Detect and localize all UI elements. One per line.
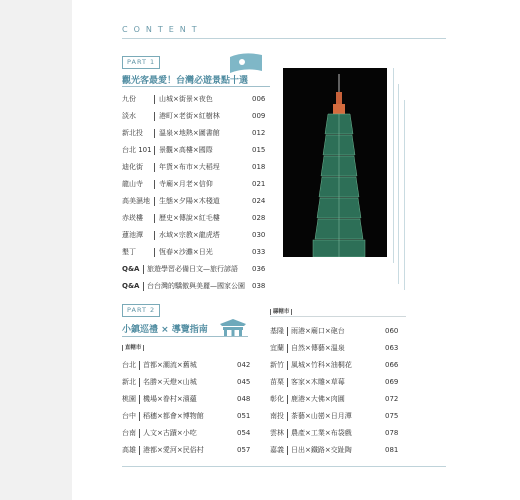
decor-line bbox=[404, 100, 405, 290]
toc-description: 生態×夕陽×木棧道 bbox=[159, 197, 220, 205]
toc-separator bbox=[287, 395, 288, 404]
toc-page-number: 042 bbox=[237, 361, 251, 369]
toc-description: 港都×愛河×民俗村 bbox=[143, 446, 204, 454]
toc-name: 台南 bbox=[122, 429, 136, 437]
toc-separator bbox=[139, 361, 140, 370]
toc-page-number: 081 bbox=[385, 446, 399, 454]
toc-page-number: 012 bbox=[252, 129, 266, 137]
toc-separator bbox=[143, 265, 144, 274]
toc-name: 基隆 bbox=[270, 327, 284, 335]
toc-separator bbox=[139, 378, 140, 387]
toc-description: 港町×老街×紅樹林 bbox=[159, 112, 220, 120]
toc-name: 蓮池潭 bbox=[122, 231, 143, 239]
toc-page-number: 066 bbox=[385, 361, 399, 369]
toc-name: 新竹 bbox=[270, 361, 284, 369]
toc-description: 台台灣的驕傲與美麗—國家公園 bbox=[147, 282, 245, 290]
toc-description: 客家×木雕×草莓 bbox=[291, 378, 345, 386]
toc-separator bbox=[154, 197, 155, 206]
toc-description: 風城×竹科×油桐花 bbox=[291, 361, 352, 369]
part1-tag: PART 1 bbox=[122, 56, 160, 69]
toc-page-number: 078 bbox=[385, 429, 399, 437]
top-divider bbox=[122, 38, 446, 39]
toc-page-number: 024 bbox=[252, 197, 266, 205]
toc-name: 台北 bbox=[122, 361, 136, 369]
toc-separator bbox=[154, 214, 155, 223]
toc-separator bbox=[139, 429, 140, 438]
toc-name: 新北投 bbox=[122, 129, 143, 137]
toc-page-number: 063 bbox=[385, 344, 399, 352]
bottom-divider bbox=[122, 466, 446, 467]
toc-description: 人文×古蹟×小吃 bbox=[143, 429, 197, 437]
toc-name: 嘉義 bbox=[270, 446, 284, 454]
toc-description: 鹿港×大佛×肉圓 bbox=[291, 395, 345, 403]
toc-description: 首都×潮流×舊城 bbox=[143, 361, 197, 369]
toc-description: 農產×工業×布袋戲 bbox=[291, 429, 352, 437]
toc-separator bbox=[287, 361, 288, 370]
toc-page-number: 038 bbox=[252, 282, 266, 290]
toc-description: 景觀×高樓×國際 bbox=[159, 146, 213, 154]
part2-tag: PART 2 bbox=[122, 304, 160, 317]
toc-separator bbox=[154, 248, 155, 257]
toc-name: 新北 bbox=[122, 378, 136, 386]
toc-separator bbox=[139, 446, 140, 455]
toc-separator bbox=[139, 412, 140, 421]
toc-description: 旅遊學習必備日文—旅行諺語 bbox=[147, 265, 238, 273]
part1-title-rule bbox=[122, 86, 270, 87]
toc-separator bbox=[154, 163, 155, 172]
decor-line bbox=[393, 68, 394, 263]
toc-separator bbox=[154, 231, 155, 240]
toc-page-number: 048 bbox=[237, 395, 251, 403]
qa-label: Q&A bbox=[122, 265, 140, 273]
toc-page-number: 036 bbox=[252, 265, 266, 273]
toc-description: 稻穗×都會×博物館 bbox=[143, 412, 204, 420]
toc-description: 溫泉×地熱×圖書館 bbox=[159, 129, 220, 137]
toc-description: 恆春×沙灘×日光 bbox=[159, 248, 213, 256]
region-label-county-city: 縣轄市 bbox=[270, 307, 292, 315]
toc-page-number: 045 bbox=[237, 378, 251, 386]
toc-name: 九份 bbox=[122, 95, 136, 103]
toc-description: 年貨×布市×大稻埕 bbox=[159, 163, 220, 171]
toc-page-number: 018 bbox=[252, 163, 266, 171]
taipei-101-photo bbox=[283, 68, 387, 257]
toc-name: 台中 bbox=[122, 412, 136, 420]
right-region-rule bbox=[270, 316, 406, 317]
toc-page-number: 015 bbox=[252, 146, 266, 154]
toc-description: 寺廟×月老×信仰 bbox=[159, 180, 213, 188]
toc-page-number: 069 bbox=[385, 378, 399, 386]
toc-description: 自然×傳藝×溫泉 bbox=[291, 344, 345, 352]
toc-separator bbox=[287, 429, 288, 438]
region-label-municipality: 直轄市 bbox=[122, 343, 144, 351]
toc-name: 苗栗 bbox=[270, 378, 284, 386]
toc-description: 歷史×傳說×紅毛樓 bbox=[159, 214, 220, 222]
toc-name: 高雄 bbox=[122, 446, 136, 454]
toc-name: 龍山寺 bbox=[122, 180, 143, 188]
toc-description: 雨港×廟口×砲台 bbox=[291, 327, 345, 335]
toc-name: 桃園 bbox=[122, 395, 136, 403]
toc-page-number: 009 bbox=[252, 112, 266, 120]
decor-line bbox=[398, 84, 399, 284]
toc-page-number: 021 bbox=[252, 180, 266, 188]
toc-page-number: 072 bbox=[385, 395, 399, 403]
toc-page-number: 054 bbox=[237, 429, 251, 437]
toc-name: 赤崁樓 bbox=[122, 214, 143, 222]
toc-name: 雲林 bbox=[270, 429, 284, 437]
toc-name: 墾丁 bbox=[122, 248, 136, 256]
toc-name: 彰化 bbox=[270, 395, 284, 403]
toc-separator bbox=[287, 327, 288, 336]
toc-description: 茶藝×山巒×日月潭 bbox=[291, 412, 352, 420]
toc-name: 迪化街 bbox=[122, 163, 143, 171]
toc-description: 機場×眷村×濱蘊 bbox=[143, 395, 197, 403]
toc-description: 名勝×天燈×山城 bbox=[143, 378, 197, 386]
part2-title: 小鎮巡禮 × 導覽指南 bbox=[122, 325, 208, 335]
toc-separator bbox=[287, 446, 288, 455]
toc-separator bbox=[287, 378, 288, 387]
toc-page-number: 028 bbox=[252, 214, 266, 222]
gate-icon bbox=[218, 318, 248, 338]
toc-separator bbox=[287, 412, 288, 421]
toc-page-number: 051 bbox=[237, 412, 251, 420]
toc-name: 台北 101 bbox=[122, 146, 152, 154]
toc-name: 宜蘭 bbox=[270, 344, 284, 352]
toc-page-number: 030 bbox=[252, 231, 266, 239]
part2-title-rule bbox=[122, 336, 248, 337]
toc-separator bbox=[154, 146, 155, 155]
toc-separator bbox=[154, 112, 155, 121]
toc-separator bbox=[154, 129, 155, 138]
toc-separator bbox=[154, 180, 155, 189]
toc-separator bbox=[139, 395, 140, 404]
toc-description: 日出×鐵路×交趾陶 bbox=[291, 446, 352, 454]
toc-page-number: 075 bbox=[385, 412, 399, 420]
toc-name: 淡水 bbox=[122, 112, 136, 120]
toc-name: 高美濕地 bbox=[122, 197, 150, 205]
toc-description: 山城×街景×夜色 bbox=[159, 95, 213, 103]
toc-separator bbox=[143, 282, 144, 291]
toc-page-number: 006 bbox=[252, 95, 266, 103]
page-title: CONTENT bbox=[122, 25, 203, 34]
part1-title: 觀光客最愛！台灣必遊景點十選 bbox=[122, 76, 249, 86]
toc-separator bbox=[154, 95, 155, 104]
toc-page-number: 033 bbox=[252, 248, 266, 256]
toc-page-number: 057 bbox=[237, 446, 251, 454]
toc-name: 南投 bbox=[270, 412, 284, 420]
toc-page-number: 060 bbox=[385, 327, 399, 335]
toc-separator bbox=[287, 344, 288, 353]
qa-label: Q&A bbox=[122, 282, 140, 290]
toc-description: 水域×宗教×龍虎塔 bbox=[159, 231, 220, 239]
